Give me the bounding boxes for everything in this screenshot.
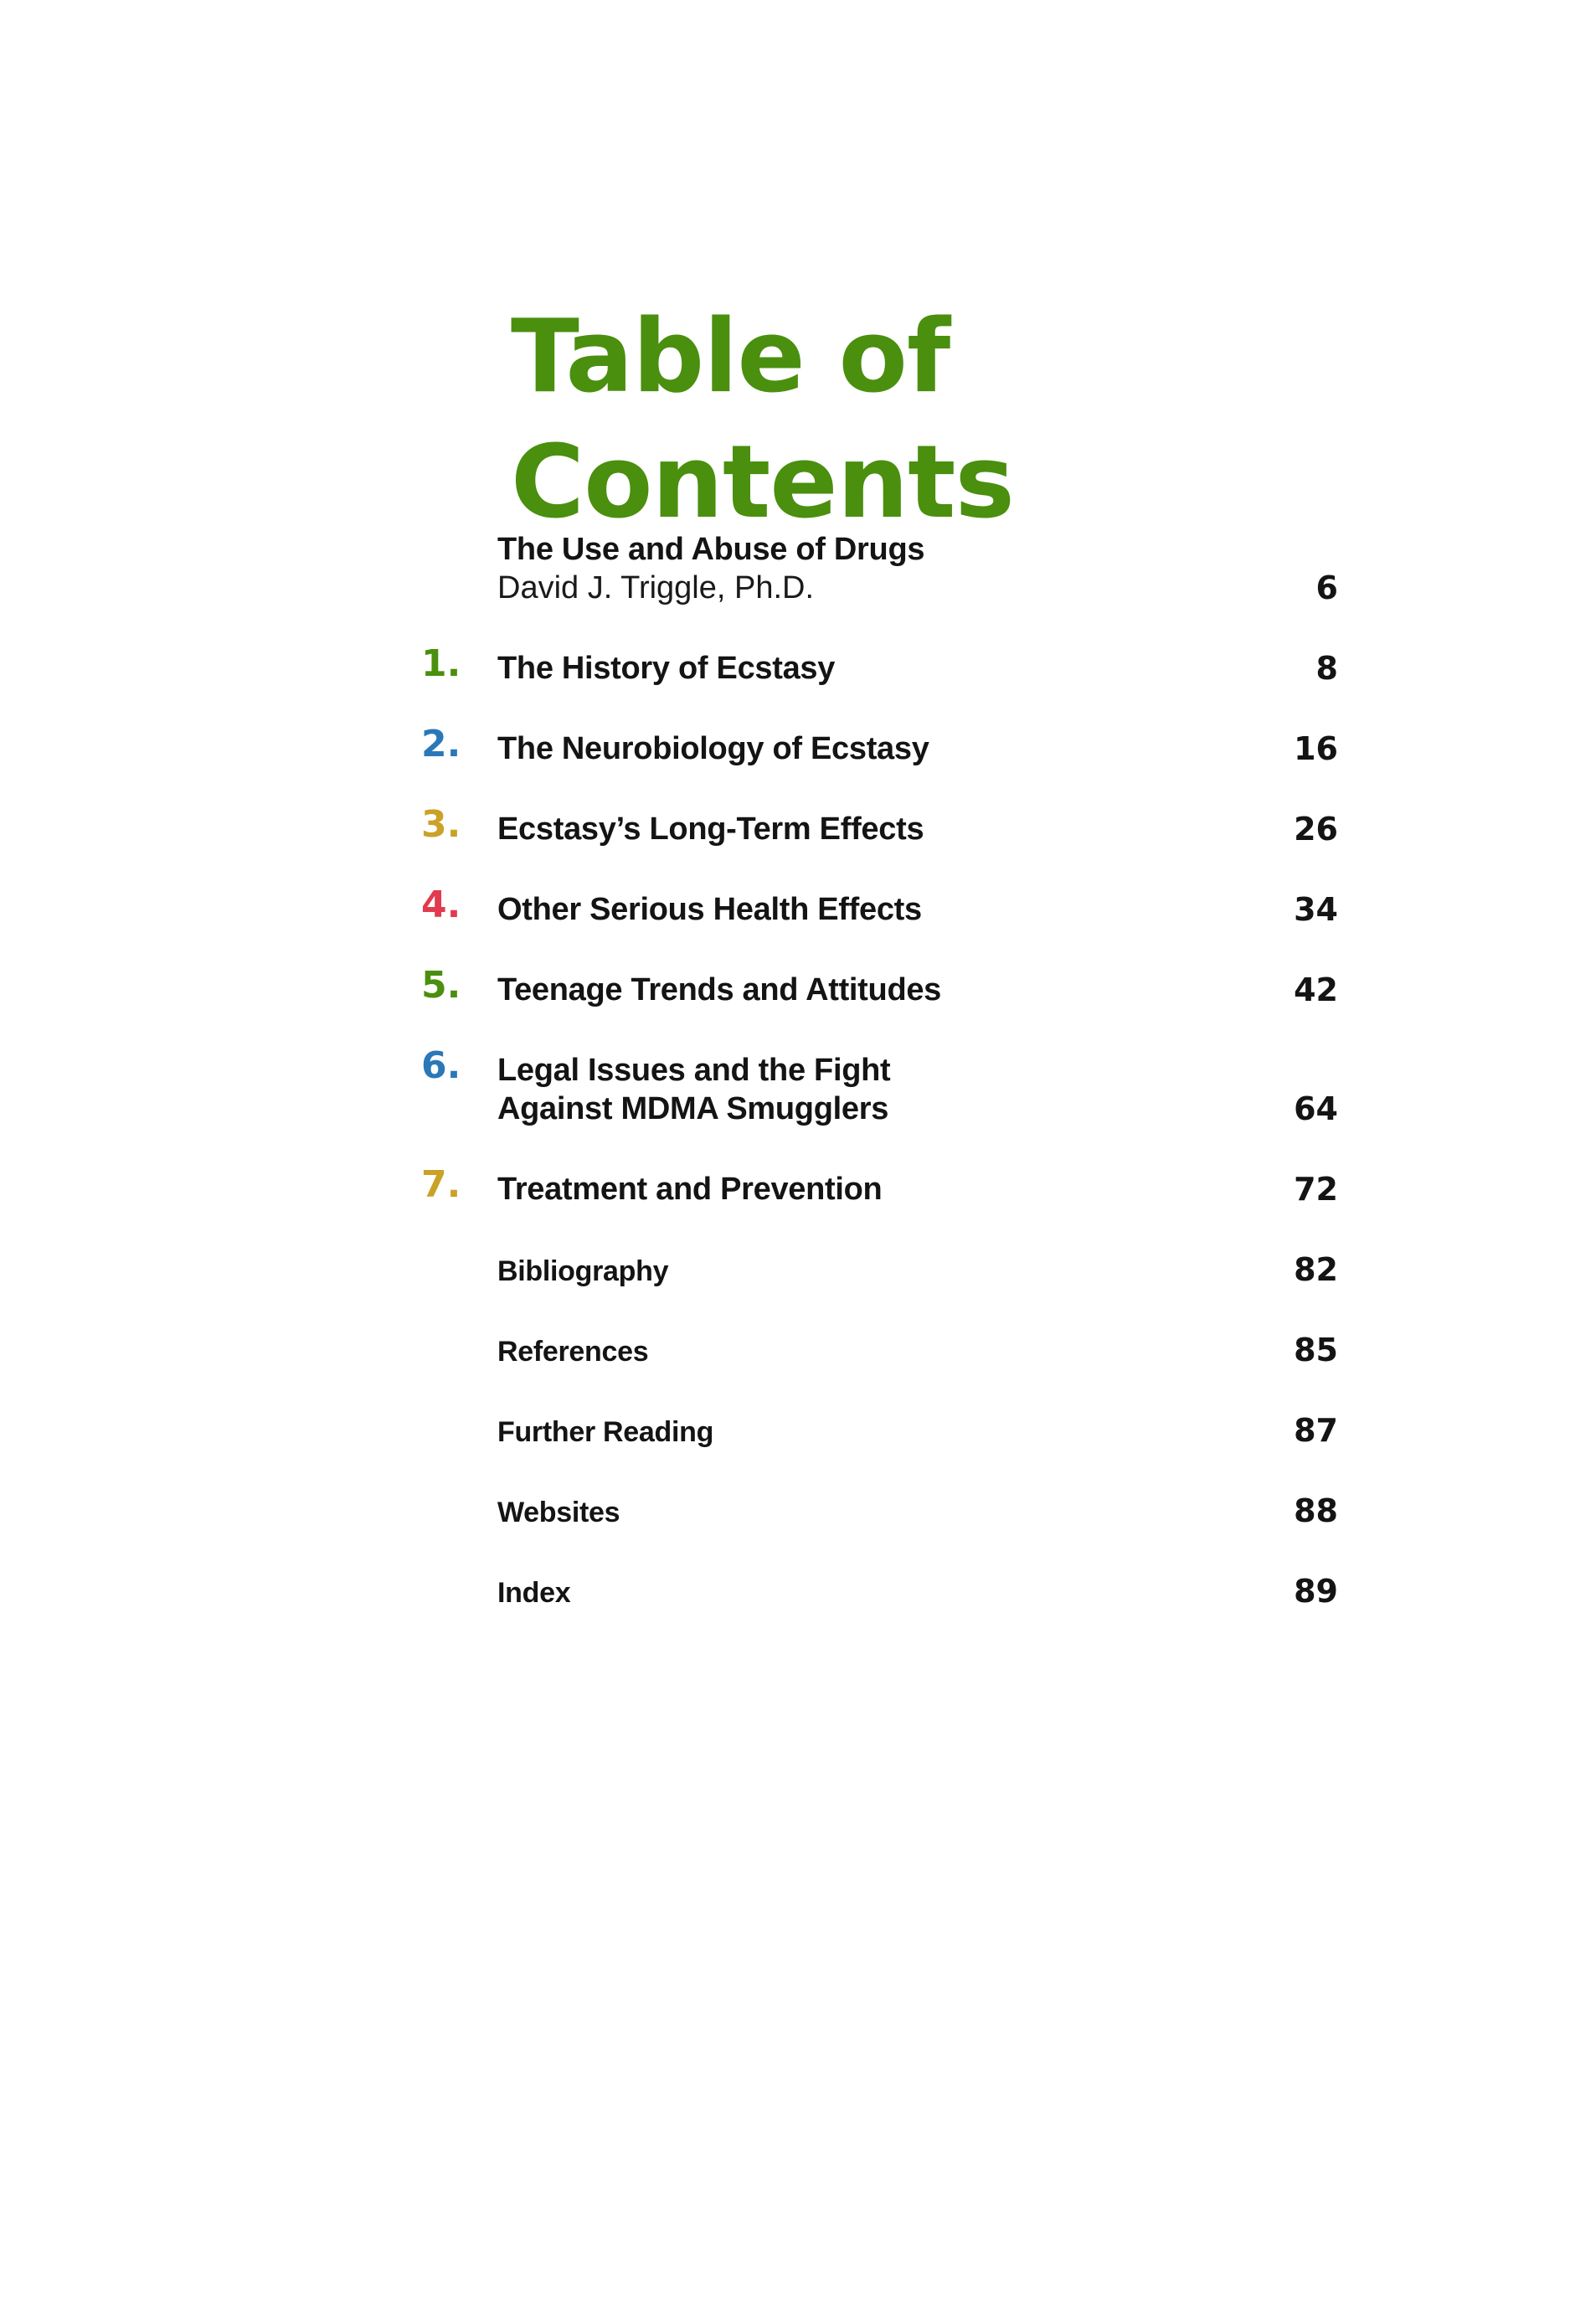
chapter-page-number: 8 (1315, 650, 1338, 687)
page-title: Table of Contents (511, 299, 1014, 541)
back-matter-page-number: 88 (1294, 1492, 1338, 1529)
foreword-page-number: 6 (1315, 569, 1338, 606)
chapter-title: Ecstasy’s Long-Term Effects (497, 812, 924, 847)
back-matter-title: References (497, 1336, 649, 1368)
foreword-author: David J. Triggle, Ph.D. (497, 570, 815, 605)
chapter-number: 2. (421, 723, 461, 765)
chapter-page-number: 42 (1294, 971, 1338, 1008)
back-matter-title: Further Reading (497, 1416, 714, 1448)
chapter-number: 4. (421, 884, 461, 926)
chapter-title: Treatment and Prevention (497, 1172, 883, 1207)
chapter-title: Other Serious Health Effects (497, 892, 922, 927)
chapter-title: The History of Ecstasy (497, 651, 836, 686)
back-matter-title: Websites (497, 1497, 620, 1528)
chapter-number: 6. (421, 1044, 461, 1087)
chapter-page-number: 34 (1294, 891, 1338, 928)
chapter-number: 7. (421, 1163, 461, 1206)
chapter-title: The Neurobiology of Ecstasy (497, 731, 929, 766)
back-matter-page-number: 87 (1294, 1412, 1338, 1449)
chapter-page-number: 72 (1294, 1171, 1338, 1208)
chapter-number: 3. (421, 803, 461, 846)
back-matter-page-number: 85 (1294, 1332, 1338, 1368)
back-matter-title: Bibliography (497, 1255, 669, 1287)
chapter-title: Legal Issues and the Fight Against MDMA Smugglers (497, 1053, 891, 1126)
chapter-page-number: 16 (1294, 730, 1338, 767)
chapter-page-number: 64 (1294, 1090, 1338, 1127)
foreword-title: The Use and Abuse of Drugs (497, 532, 925, 567)
back-matter-title: Index (497, 1577, 571, 1609)
chapter-number: 1. (421, 642, 461, 685)
back-matter-page-number: 89 (1294, 1573, 1338, 1610)
chapter-title: Teenage Trends and Attitudes (497, 972, 942, 1007)
chapter-page-number: 26 (1294, 811, 1338, 848)
chapter-number: 5. (421, 964, 461, 1007)
back-matter-page-number: 82 (1294, 1251, 1338, 1288)
